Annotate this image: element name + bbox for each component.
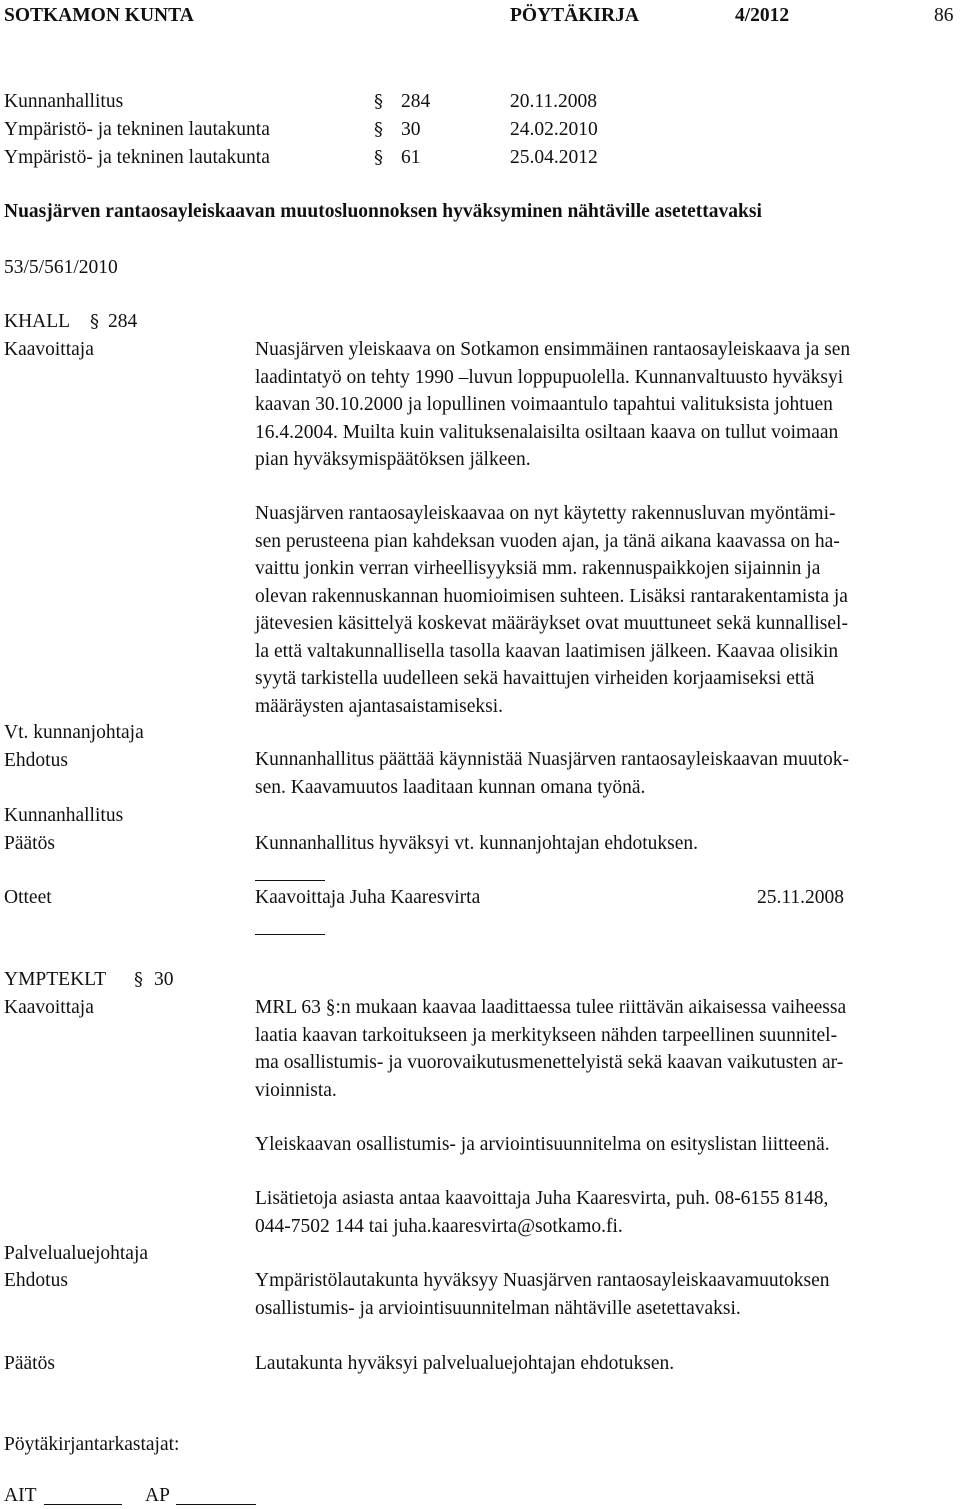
khall-decider: Kunnanhallitus bbox=[4, 805, 124, 826]
ref-date: 24.02.2010 bbox=[510, 119, 598, 140]
otteet-label: Otteet bbox=[4, 887, 52, 908]
text-line: Nuasjärven rantaosayleiskaavaa on nyt käytetty rakennusluvan myöntämi- bbox=[255, 503, 836, 524]
text-line: 16.4.2004. Muilta kuin valituksenalaisilta osiltaan kaava on tullut voimaan bbox=[255, 421, 839, 443]
ymptekl-paragraph-2: Yleiskaavan osallistumis- ja arviointisuunnitelma on esityslistan liitteenä. bbox=[255, 1134, 830, 1155]
ref-body: Ympäristö- ja tekninen lautakunta bbox=[4, 119, 270, 140]
checker-initials: AIT bbox=[4, 1485, 37, 1506]
text-line: MRL 63 §:n mukaan kaavaa laadittaessa tulee riittävän aikaisessa vaiheessa bbox=[255, 997, 847, 1018]
ymptekl-proposal bbox=[255, 1267, 830, 1322]
khall-proposal bbox=[255, 746, 849, 801]
text-line: pian hyväksymispäätöksen jälkeen. bbox=[255, 449, 531, 470]
section-sign: § bbox=[374, 91, 383, 112]
ymptekl-decision: Lautakunta hyväksyi palvelualuejohtajan ehdotuksen. bbox=[255, 1353, 675, 1374]
divider bbox=[255, 934, 325, 935]
ref-date: 25.04.2012 bbox=[510, 147, 598, 168]
khall-author: Kaavoittaja bbox=[4, 339, 94, 360]
file-number: 53/5/561/2010 bbox=[4, 257, 118, 278]
ymptekl-author: Kaavoittaja bbox=[4, 997, 94, 1018]
signature-line bbox=[44, 1504, 122, 1505]
checker-initials: AP bbox=[145, 1485, 170, 1506]
text-line: olevan rakennuskannan huomioimisen suhteen. Lisäksi rantarakentamista ja bbox=[255, 585, 848, 607]
ref-body: Ympäristö- ja tekninen lautakunta bbox=[4, 147, 270, 168]
document-title: Nuasjärven rantaosayleiskaavan muutosluonnoksen hyväksyminen nähtäville asetettavaksi bbox=[4, 201, 762, 222]
text-line: vioinnista. bbox=[255, 1079, 337, 1101]
ymptekl-proposer: Palvelualuejohtaja bbox=[4, 1243, 149, 1264]
ref-number: 284 bbox=[401, 91, 431, 112]
text-line: vaittu jonkin verran virheellisyyksiä mm. rakennuspaikkojen sijainnin ja bbox=[255, 558, 821, 579]
text-line: ma osallistumis- ja vuorovaikutusmenettelyistä sekä kaavan vaikutusten ar- bbox=[255, 1052, 844, 1073]
ymptekl-label: YMPTEKLT bbox=[4, 969, 107, 990]
ymptekl-paragraph-3 bbox=[255, 1185, 828, 1240]
khall-proposal-label: Ehdotus bbox=[4, 750, 68, 771]
ymptekl-number: 30 bbox=[154, 969, 174, 990]
ref-number: 30 bbox=[401, 119, 421, 140]
khall-paragraph-2 bbox=[255, 500, 848, 720]
text-line: sen. Kaavamuutos laaditaan kunnan omana työnä. bbox=[255, 776, 646, 798]
text-line: syytä tarkistella uudelleen sekä havaittujen virheiden korjaamiseksi että bbox=[255, 668, 815, 689]
khall-decision-label: Päätös bbox=[4, 833, 55, 854]
khall-decision: Kunnanhallitus hyväksyi vt. kunnanjohtajan ehdotuksen. bbox=[255, 833, 699, 854]
text-line: Nuasjärven yleiskaava on Sotkamon ensimmäinen rantaosayleiskaava ja sen bbox=[255, 339, 851, 360]
section-sign: § bbox=[374, 119, 383, 140]
ref-body: Kunnanhallitus bbox=[4, 91, 124, 112]
khall-proposer: Vt. kunnanjohtaja bbox=[4, 722, 144, 743]
page-number: 86 bbox=[934, 5, 954, 26]
text-line: laatia kaavan tarkoitukseen ja merkitykseen nähden tarpeellinen suunnitel- bbox=[255, 1024, 838, 1046]
khall-label: KHALL bbox=[4, 311, 71, 332]
ref-number: 61 bbox=[401, 147, 421, 168]
org-name: SOTKAMON KUNTA bbox=[4, 5, 194, 26]
text-line: la että valtakunnallisella tasolla kaavan laatimisen jälkeen. Kaavaa olisikin bbox=[255, 640, 839, 662]
otteet-recipient: Kaavoittaja Juha Kaaresvirta bbox=[255, 887, 481, 908]
section-sign: § bbox=[90, 311, 99, 332]
text-line: Ympäristölautakunta hyväksyy Nuasjärven rantaosayleiskaavamuutoksen bbox=[255, 1270, 830, 1291]
khall-paragraph-1 bbox=[255, 336, 850, 474]
text-line: kaavan 30.10.2000 ja lopullinen voimaantulo tapahtui valituksista johtuen bbox=[255, 394, 833, 415]
text-line: Lisätietoja asiasta antaa kaavoittaja Juha Kaaresvirta, puh. 08-6155 8148, bbox=[255, 1188, 829, 1209]
checkers-label: Pöytäkirjantarkastajat: bbox=[4, 1434, 180, 1455]
text-line: 044-7502 144 tai juha.kaaresvirta@sotkamo.fi. bbox=[255, 1215, 623, 1237]
ymptekl-proposal-label: Ehdotus bbox=[4, 1270, 68, 1291]
section-sign: § bbox=[134, 969, 143, 990]
ref-date: 20.11.2008 bbox=[510, 91, 598, 112]
signature-line bbox=[176, 1504, 256, 1505]
text-line: määräysten ajantasaistamiseksi. bbox=[255, 695, 503, 717]
section-sign: § bbox=[374, 147, 383, 168]
text-line: osallistumis- ja arviointisuunnitelman nähtäville asetettavaksi. bbox=[255, 1297, 741, 1319]
ymptekl-paragraph-1 bbox=[255, 994, 846, 1104]
text-line: Kunnanhallitus päättää käynnistää Nuasjärven rantaosayleiskaavan muutok- bbox=[255, 749, 850, 770]
khall-number: 284 bbox=[108, 311, 138, 332]
otteet-date: 25.11.2008 bbox=[757, 887, 845, 908]
text-line: laadintatyö on tehty 1990 –luvun loppupuolella. Kunnanvaltuusto hyväksyi bbox=[255, 366, 844, 388]
text-line: jätevesien käsittelyä koskevat määräykset ovat muuttuneet sekä kunnallisel- bbox=[255, 613, 848, 634]
divider bbox=[255, 880, 325, 881]
doc-number: 4/2012 bbox=[735, 5, 790, 26]
doc-type: PÖYTÄKIRJA bbox=[510, 5, 639, 26]
ymptekl-decision-label: Päätös bbox=[4, 1353, 55, 1374]
text-line: sen perusteena pian kahdeksan vuoden ajan, ja tänä aikana kaavassa on ha- bbox=[255, 530, 840, 552]
